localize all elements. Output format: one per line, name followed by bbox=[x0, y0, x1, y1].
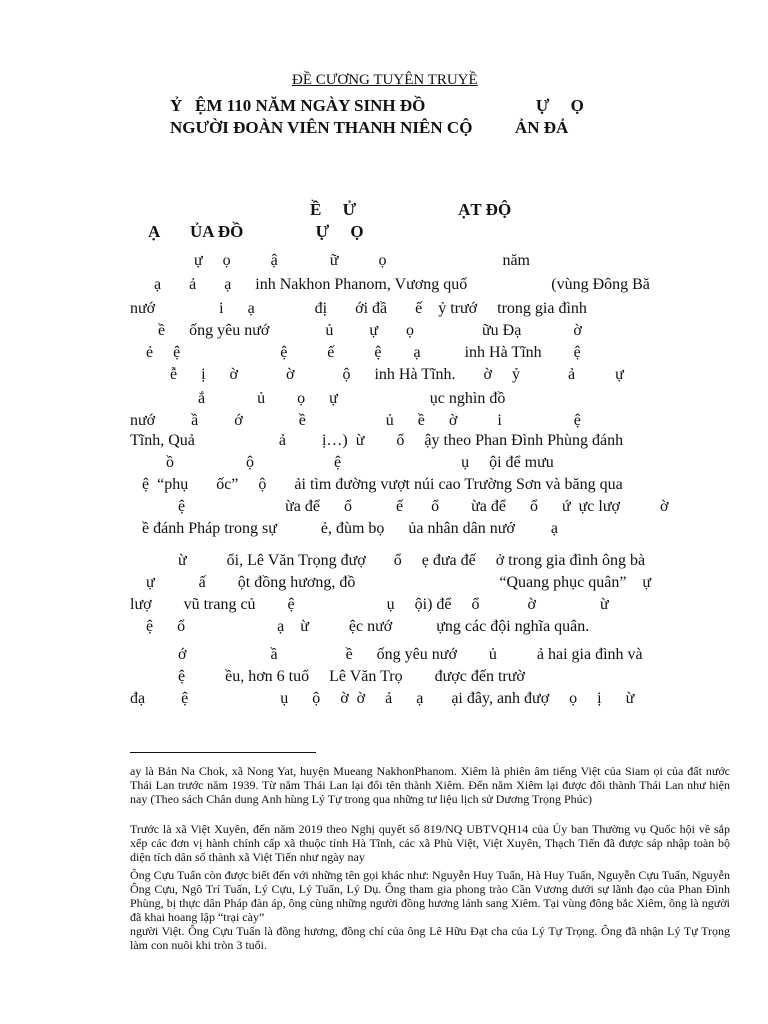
section-heading-line-1: Ề Ử ẠT ĐỘ bbox=[310, 200, 512, 219]
body-line: ề đánh Pháp trong sự ẻ, đùm bọ ủa nhân dân nướ ạ bbox=[130, 520, 558, 537]
body-line: ẻ ệ ệ ế ệ ạ inh Hà Tĩnh ệ bbox=[130, 344, 581, 361]
subtitle-line-2: NGƯỜI ĐOÀN VIÊN THANH NIÊN CỘ ẢN ĐẢ bbox=[170, 118, 569, 137]
footnote-3: Ông Cựu Tuấn còn được biết đến với những tên gọi khác như: Nguyễn Huy Tuấn, Hà Huy Tuấn, Nguyễn Cựu Tuấn, Nguyễn Ông Cựu, Ngô Trí Tuấn, Lý Cựu, Lý Tuấn, Lý Dụ. Ông tham gia phong trào Cần Vương dưới sự lãnh đạo của Phan Đình Phùng, bị thực dân Pháp đàn áp, ông cùng những người đồng hương lánh sang Xiêm. Tại vùng đông bắc Xiêm, ông là người đã khai hoang lập “trại cày” bbox=[130, 868, 730, 924]
body-line: lượ vũ trang củ ệ ụ ội) để ổ ờ ừ bbox=[130, 596, 609, 613]
body-line: ớ ầ ề ống yêu nướ ủ ả hai gia đình và bbox=[130, 646, 643, 663]
document-title: ĐỀ CƯƠNG TUYÊN TRUYỀ bbox=[292, 72, 478, 88]
footnote-1: ay là Bản Na Chok, xã Nong Yat, huyện Mueang NakhonPhanom. Xiêm là phiên âm tiếng Việt của Siam ọi của đất nước Thái Lan trước năm 1939. Từ năm Thái Lan lại đổi tên thành Xiêm. Đến năm Xiêm lại được đổi thành Thái Lan như hiện nay (Theo sách Chân dung Anh hùng Lý Tự trong qua những tư liệu lịch sử Dương Trọng Phúc) bbox=[130, 764, 730, 806]
body-line: ệ ừa để ổ ế ổ ừa để ổ ứ ực lượ ờ bbox=[130, 498, 669, 515]
body-line: ề ống yêu nướ ủ ự ọ ữu Đạ ờ bbox=[130, 322, 582, 339]
subtitle-line-1: Ỷ ỆM 110 NĂM NGÀY SINH ĐỒ Ự Ọ bbox=[170, 96, 584, 115]
section-heading-line-2: Ạ ỦA ĐỒ Ự Ọ bbox=[148, 222, 364, 241]
body-line: ắ ủ ọ ự ục nghìn đồ bbox=[130, 390, 506, 407]
footnote-2: Trước là xã Việt Xuyên, đến năm 2019 theo Nghị quyết số 819/NQ UBTVQH14 của Ủy ban Thường vụ Quốc hội về sắp xếp các đơn vị hành chính cấp xã thuộc tỉnh Hà Tĩnh, các xã Phù Việt, Việt Xuyên, Thạch Tiến đã được sáp nhập toàn bộ diện tích dân số thành xã Việt Tiến như ngày nay bbox=[130, 822, 730, 864]
body-line: nướ ầ ớ ề ủ ề ờ i ệ bbox=[130, 412, 581, 429]
footnote-3-continued: người Việt. Ông Cựu Tuấn là đồng hương, đồng chí của ông Lê Hữu Đạt cha của Lý Tự Trọng. Ông đã nhận Lý Tự Trọng làm con nuôi khi tròn 3 tuổi. bbox=[130, 924, 730, 952]
body-line: ễ ị ờ ờ ộ inh Hà Tĩnh. ờ ỷ ả ự bbox=[130, 366, 624, 383]
body-line: ệ ều, hơn 6 tuổ Lê Văn Trọ được đến trườ bbox=[130, 668, 525, 685]
body-line: nướ i ạ đị ới đầ ế ỷ trướ trong gia đình bbox=[130, 300, 587, 317]
body-line: Tĩnh, Quả ả ị…) ừ ổ ậy theo Phan Đình Phùng đánh bbox=[130, 432, 624, 449]
body-line: đạ ệ ụ ộ ờ ờ ả ạ ại đây, anh đượ ọ ị ừ bbox=[130, 690, 635, 707]
body-line: ừ ổi, Lê Văn Trọng đượ ổ ẹ đưa đế ở trong gia đình ông bà bbox=[130, 552, 646, 569]
body-line: ệ “phụ ốc” ộ ải tìm đường vượt núi cao Trường Sơn và băng qua bbox=[130, 476, 623, 493]
body-line: ự ấ ột đồng hương, đồ “Quang phục quân” ự bbox=[130, 574, 652, 591]
body-line: ạ ả ạ inh Nakhon Phanom, Vương quố (vùng Đông Bă bbox=[130, 276, 650, 293]
body-line: ệ ổ ạ ừ ệc nướ ựng các đội nghĩa quân. bbox=[130, 618, 590, 635]
body-line: ự ọ ậ ữ ọ năm bbox=[138, 252, 530, 269]
body-line: ồ ộ ệ ụ ội để mưu bbox=[130, 454, 554, 471]
footnote-separator bbox=[130, 752, 316, 753]
